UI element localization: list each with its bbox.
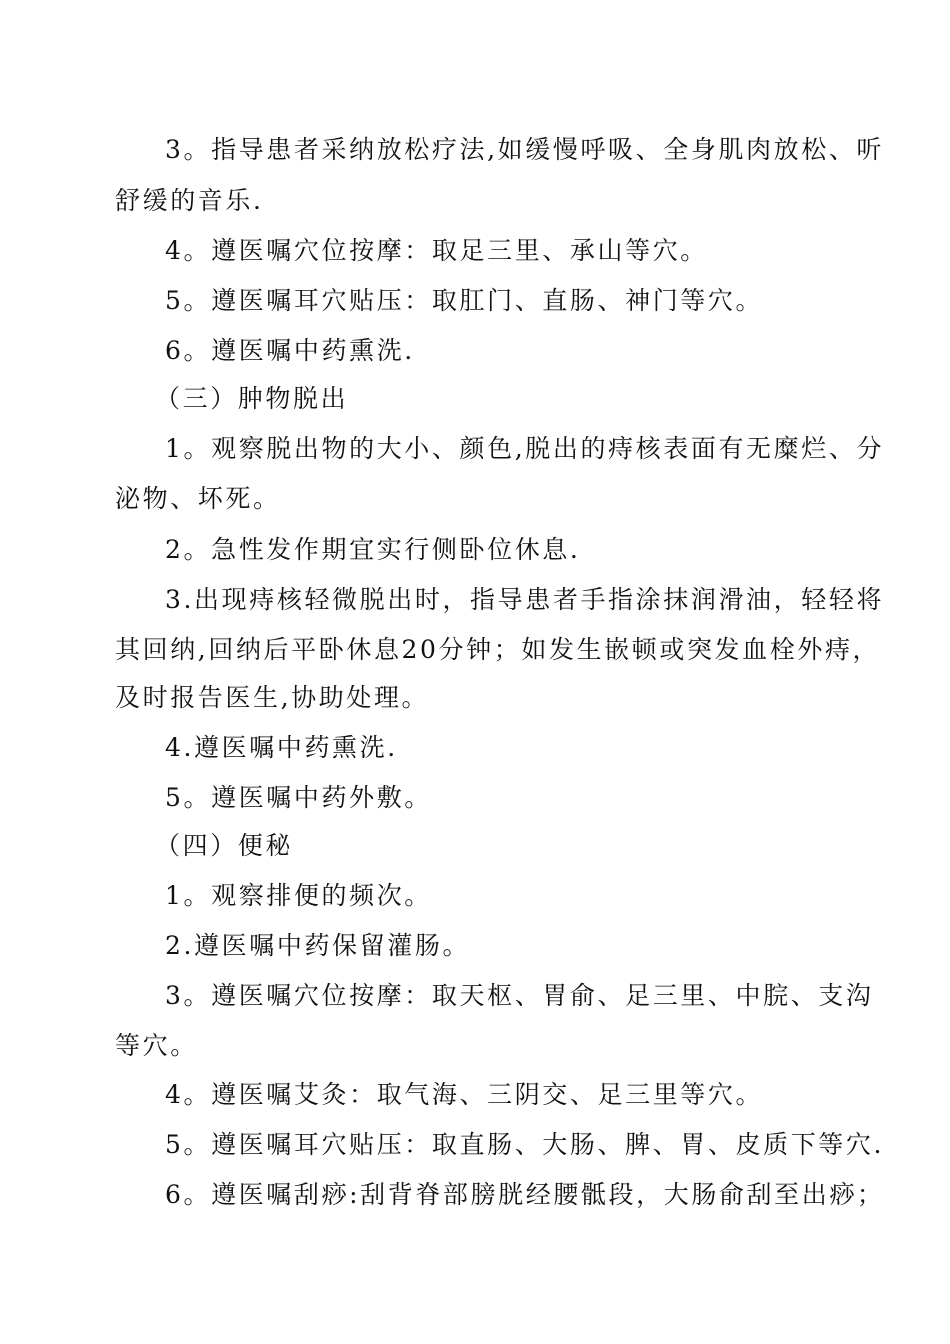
list-item-retention-enema: 2.遵医嘱中药保留灌肠。 <box>165 931 471 960</box>
list-item-mild-prolapse: 3.出现痔核轻微脱出时，指导患者手指涂抹润滑油，轻轻将 <box>165 585 885 614</box>
list-item-side-lying-rest: 2。急性发作期宜实行侧卧位休息. <box>165 535 581 564</box>
list-item-acupoint-massage: 4。遵医嘱穴位按摩：取足三里、承山等穴。 <box>165 236 708 265</box>
list-item-acupoint-massage-2-cont: 等穴。 <box>115 1031 198 1060</box>
list-item-observe-prolapse-cont: 泌物、坏死。 <box>115 484 281 513</box>
section-heading-mass-prolapse: （三）肿物脱出 <box>155 384 349 413</box>
list-item-acupoint-massage-2: 3。遵医嘱穴位按摩：取天枢、胃俞、足三里、中脘、支沟 <box>165 981 874 1010</box>
list-item-scraping: 6。遵医嘱刮痧:刮背脊部膀胱经腰骶段，大肠俞刮至出痧； <box>165 1180 885 1209</box>
list-item-relaxation-therapy-cont: 舒缓的音乐. <box>115 186 264 215</box>
list-item-relaxation-therapy: 3。指导患者采纳放松疗法,如缓慢呼吸、全身肌肉放松、听 <box>165 135 885 164</box>
list-item-herbal-fumigation: 6。遵医嘱中药熏洗. <box>165 336 415 365</box>
list-item-observe-frequency: 1。观察排便的频次。 <box>165 881 432 910</box>
list-item-observe-prolapse: 1。观察脱出物的大小、颜色,脱出的痔核表面有无糜烂、分 <box>165 434 885 463</box>
list-item-moxibustion: 4。遵医嘱艾灸：取气海、三阴交、足三里等穴。 <box>165 1080 764 1109</box>
list-item-herbal-fumigation-2: 4.遵医嘱中药熏洗. <box>165 733 398 762</box>
list-item-ear-acupoint: 5。遵医嘱耳穴贴压：取肛门、直肠、神门等穴。 <box>165 286 764 315</box>
list-item-mild-prolapse-cont-2: 及时报告医生,协助处理。 <box>115 683 430 712</box>
section-heading-constipation: （四）便秘 <box>155 831 294 860</box>
list-item-herbal-compress: 5。遵医嘱中药外敷。 <box>165 783 432 812</box>
list-item-mild-prolapse-cont-1: 其回纳,回纳后平卧休息20分钟；如发生嵌顿或突发血栓外痔， <box>115 635 881 664</box>
list-item-ear-acupoint-2: 5。遵医嘱耳穴贴压：取直肠、大肠、脾、胃、皮质下等穴. <box>165 1130 885 1159</box>
